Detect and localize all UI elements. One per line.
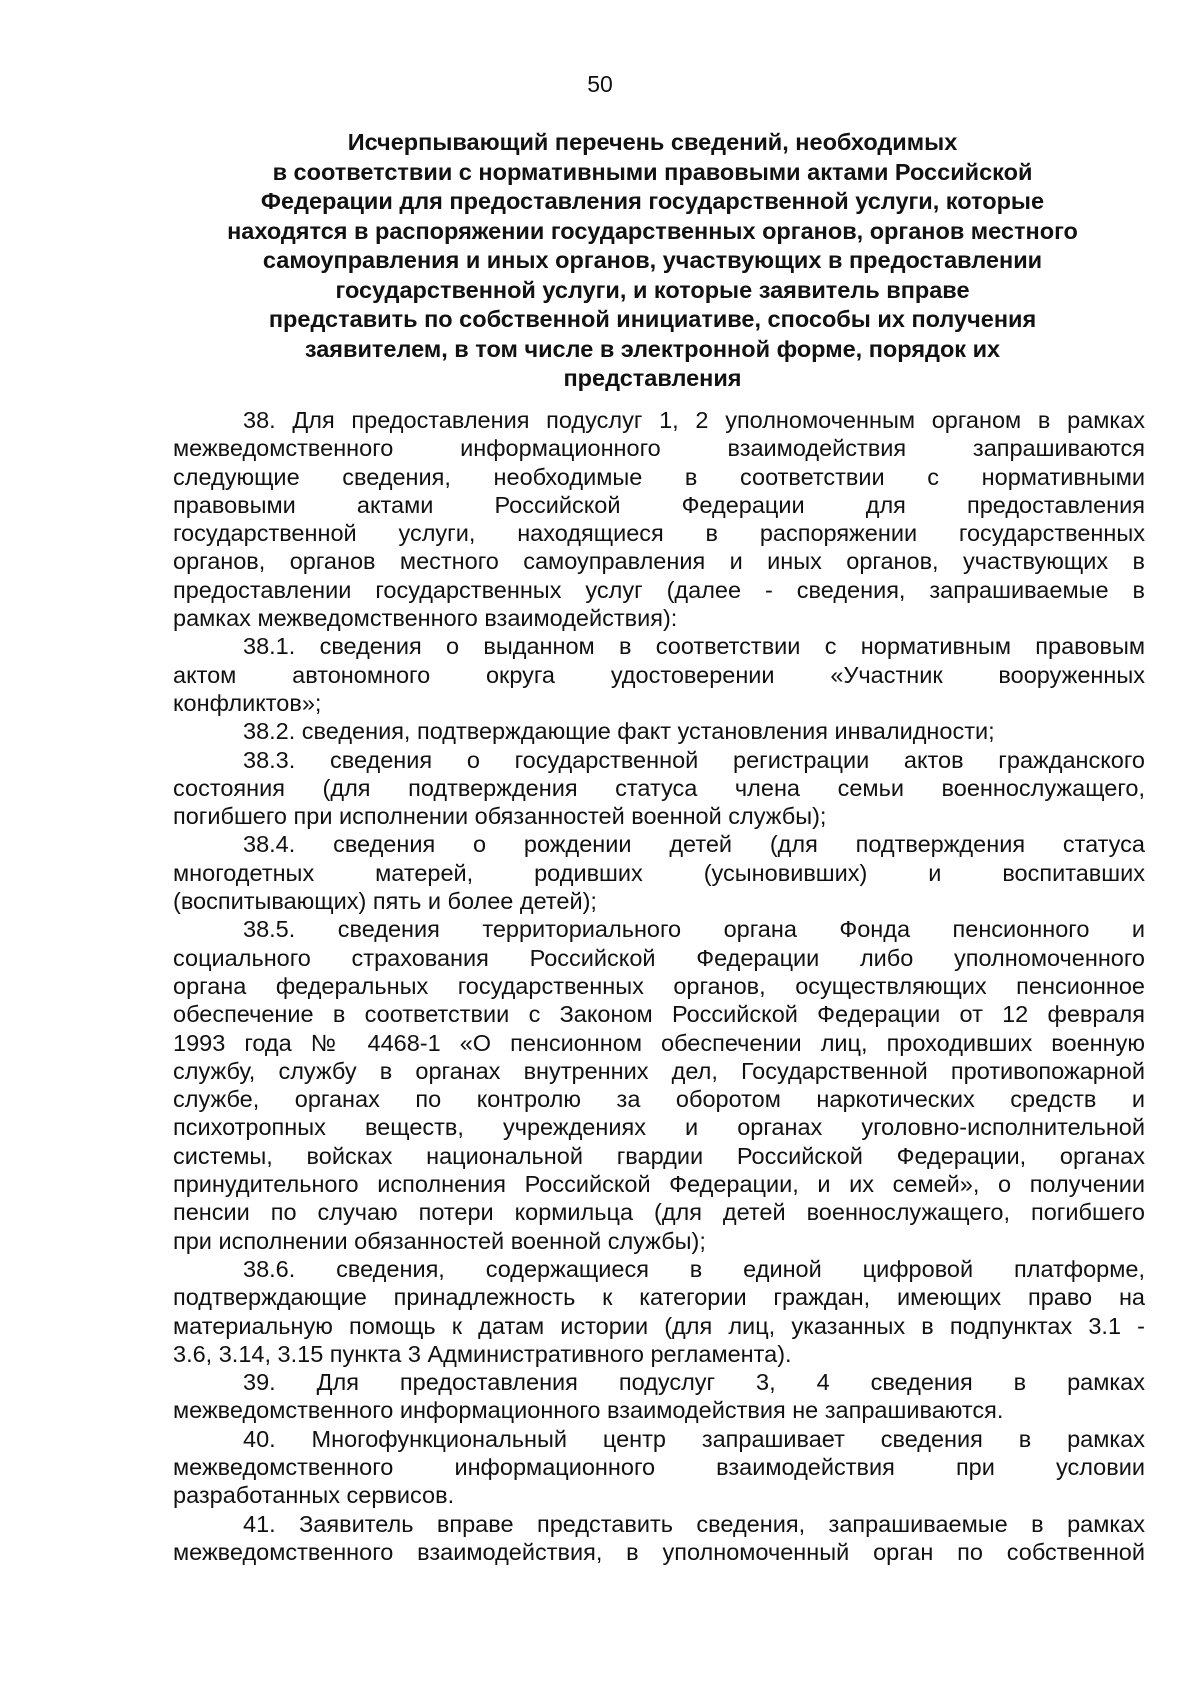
text-line: при исполнении обязанностей военной службы); [173,1227,706,1254]
text-line: межведомственного информационного взаимодействия не запрашиваются. [173,1397,1004,1424]
text-line: подтверждающие принадлежность к категории граждан, имеющих право на [173,1284,1145,1311]
paragraph-38-5 [173,915,1145,1255]
text-line: многодетных матерей, родивших (усыновивших) и воспитавших [173,859,1145,886]
text-line: актом автономного округа удостоверении «Участник вооруженных [173,661,1145,688]
text-line: системы, войсках национальной гвардии Российской Федерации, органах [173,1142,1145,1169]
text-line: следующие сведения, необходимые в соответствии с нормативными [173,463,1145,490]
heading-line: представить по собственной инициативе, способы их получения [268,306,1037,332]
paragraph-38-4 [173,830,1145,915]
heading-line: в соответствии с нормативными правовыми актами Российской [272,158,1033,185]
text-line: органа федеральных государственных органов, осуществляющих пенсионное [173,972,1145,999]
text-line: межведомственного информационного взаимодействия при условии [173,1453,1145,1480]
document-body [173,406,1145,1566]
heading-line: заявителем, в том числе в электронной форме, порядок их [304,335,1001,362]
text-line: службе, органах по контролю за оборотом наркотических средств и [173,1086,1145,1113]
text-line: органов, органов местного самоуправления и иных органов, участвующих в [173,548,1145,575]
text-line: 38.6. сведения, содержащиеся в единой цифровой платформе, [243,1255,1145,1282]
text-line: погибшего при исполнении обязанностей военной службы); [173,803,827,830]
text-line: пенсии по случаю потери кормильца (для детей военнослужащего, погибшего [173,1199,1145,1226]
text-line: 38.3. сведения о государственной регистрации актов гражданского [243,746,1145,773]
text-line: разработанных сервисов. [173,1482,455,1509]
text-line: состояния (для подтверждения статуса члена семьи военнослужащего, [173,774,1145,801]
heading-line: Федерации для предоставления государственной услуги, которые [260,188,1045,214]
paragraph-38-1 [173,632,1145,717]
text-line: 41. Заявитель вправе представить сведения, запрашиваемые в рамках [243,1510,1145,1537]
text-line: службу, службу в органах внутренних дел, Государственной противопожарной [173,1057,1145,1084]
text-line: конфликтов»; [173,689,322,716]
text-line: психотропных веществ, учреждениях и органах уголовно-исполнительной [173,1114,1145,1141]
text-line: обеспечение в соответствии с Законом Российской Федерации от 12 февраля [173,1001,1145,1028]
page-number: 50 [587,71,613,97]
text-line: 38.1. сведения о выданном в соответствии с нормативным правовым [243,633,1145,660]
text-line: 40. Многофункциональный центр запрашивает сведения в рамках [243,1425,1145,1452]
heading-line: представления [563,365,742,391]
text-line: 3.6, 3.14, 3.15 пункта 3 Административного регламента). [173,1340,792,1367]
text-line: 1993 года № 4468-1 «О пенсионном обеспечении лиц, проходивших военную [173,1029,1145,1056]
text-line: 38.2. сведения, подтверждающие факт установления инвалидности; [243,718,995,745]
text-line: рамках межведомственного взаимодействия): [173,605,678,632]
text-line: межведомственного информационного взаимодействия запрашиваются [173,435,1145,462]
text-line: материальную помощь к датам истории (для лиц, указанных в подпунктах 3.1 - [173,1312,1145,1339]
text-line: принудительного исполнения Российской Федерации, и их семей», о получении [173,1171,1145,1198]
text-line: 39. Для предоставления подуслуг 3, 4 сведения в рамках [243,1369,1145,1396]
text-line: государственной услуги, находящиеся в распоряжении государственных [173,520,1145,547]
text-line: 38.5. сведения территориального органа Фонда пенсионного и [243,916,1145,943]
text-line: предоставлении государственных услуг (далее - сведения, запрашиваемые в [173,576,1145,603]
paragraph-38 [173,406,1145,632]
section-heading [160,128,1145,394]
text-line: 38.4. сведения о рождении детей (для подтверждения статуса [243,831,1145,858]
heading-line: самоуправления и иных органов, участвующих в предоставлении [262,247,1043,273]
paragraph-38-3 [173,746,1145,831]
text-line: социального страхования Российской Федерации либо уполномоченного [173,944,1145,971]
text-line: правовыми актами Российской Федерации для предоставления [173,491,1145,518]
text-line: 38. Для предоставления подуслуг 1, 2 уполномоченным органом в рамках [243,407,1145,433]
heading-line: Исчерпывающий перечень сведений, необходимых [347,129,958,155]
paragraph-38-2 [173,717,1145,745]
heading-line: находятся в распоряжении государственных органов, органов местного [227,217,1078,244]
text-line: (воспитывающих) пять и более детей); [173,888,597,915]
paragraph-38-6 [173,1255,1145,1368]
paragraph-41 [173,1510,1145,1567]
heading-line: государственной услуги, и которые заявитель вправе [335,276,970,303]
paragraph-39 [173,1368,1145,1425]
text-line: межведомственного взаимодействия, в уполномоченный орган по собственной [173,1538,1145,1565]
paragraph-40 [173,1425,1145,1510]
